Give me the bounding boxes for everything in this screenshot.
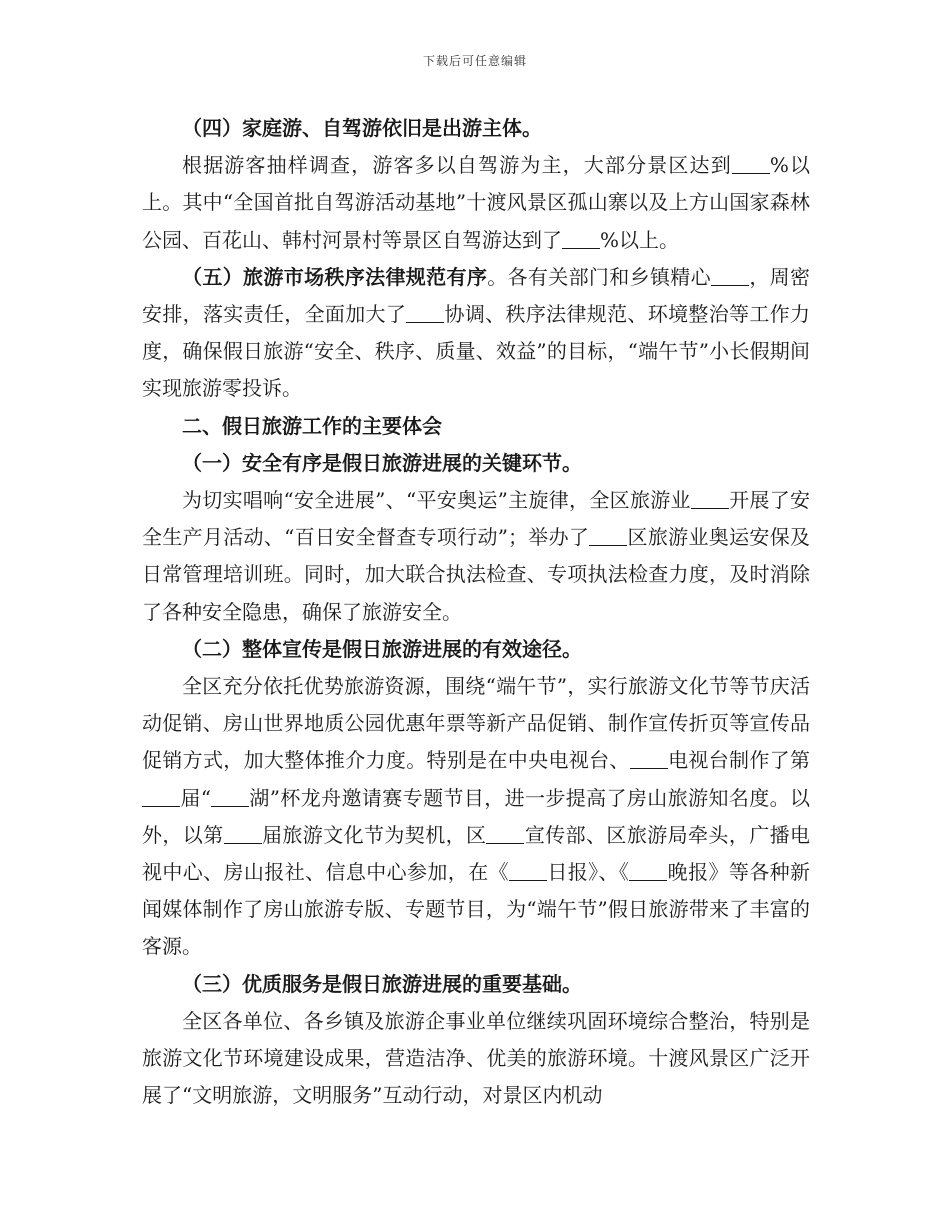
blank-field (630, 748, 668, 769)
text-run: ，周密安排，落实责任，全面加大了 (142, 264, 811, 327)
text-run: 为切实唱响“安全进展”、“平安奥运”主旋律，全区旅游业 (182, 488, 691, 513)
text-run: %以上。其中“全国首批自驾游活动基地”十渡风景区孤山寨以及上方山国家森林公园、百花山、韩村河景村等景区自驾游达到了 (142, 153, 810, 252)
paragraph-service: 全区各单位、各乡镇及旅游企事业单位继续巩固环境综合整治，特别是旅游文化节环境建设成果，营造洁净、优美的旅游环境。十渡风景区广泛开展了“文明旅游，文明服务”互动行动，对景区内机动 (142, 1008, 810, 1108)
text-run: 届旅游文化节为契机，区 (261, 822, 487, 847)
blank-field (711, 265, 749, 286)
text-run: 晚报》等各种新闻媒体制作了房山旅游专版、专题节目，为“端午节”假日旅游带来了丰富的客源。 (142, 860, 811, 959)
blank-field (224, 823, 262, 844)
text-run: 宣传部、区旅游局牵头，广播电视中心、房山报社、信息中心参加，在《 (142, 822, 811, 885)
text-run: 根据游客抽样调查，游客多以自驾游为主，大部分景区达到 (182, 153, 732, 178)
paragraph-publicity (142, 668, 810, 966)
text-run: 湖”杯龙舟邀请赛专题节目，进一步提高了房山旅游知名度。以外，以第 (142, 785, 810, 847)
text-run: 电视台制作了第 (667, 748, 811, 773)
heading-service: （三）优质服务是假日旅游进展的重要基础。 (182, 971, 582, 996)
paragraph-self-drive (142, 147, 810, 259)
blank-field (562, 228, 600, 249)
blank-field (589, 525, 627, 546)
blank-field (486, 823, 524, 844)
paragraph-lead: （五）旅游市场秩序法律规范有序 (182, 264, 488, 289)
paragraph-safety (142, 482, 810, 631)
blank-field (211, 786, 249, 807)
text-run: %以上。 (600, 227, 680, 252)
section-title-experience: 二、假日旅游工作的主要体会 (182, 413, 442, 438)
text-run: 全区充分依托优势旅游资源，围绕“端午节”，实行旅游文化节等节庆活动促销、房山世界地质公园优惠年票等新产品促销、制作宣传折页等宣传品促销方式，加大整体推介力度。特别是在中央电视台、 (142, 674, 810, 773)
heading-family-self-drive: （四）家庭游、自驾游依旧是出游主体。 (182, 116, 542, 140)
blank-field (629, 860, 667, 881)
heading-safety: （一）安全有序是假日旅游进展的关键环节。 (182, 450, 582, 475)
blank-field (406, 302, 444, 323)
paragraph-market-order (142, 259, 810, 408)
heading-publicity: （二）整体宣传是假日旅游进展的有效途径。 (182, 636, 582, 661)
blank-field (691, 488, 729, 509)
page-header: 下载后可任意编辑 (422, 54, 527, 68)
blank-field (732, 153, 770, 174)
text-run: 。各有关部门和乡镇精心 (487, 264, 711, 289)
blank-field (142, 786, 180, 807)
text-run: 开展了安全生产月活动、“百日安全督查专项行动”；举办了 (142, 488, 811, 550)
document-body (142, 110, 810, 1114)
blank-field (509, 860, 547, 881)
text-run: 协调、秩序法律规范、环境整治等工作力度，确保假日旅游“安全、秩序、质量、效益”的目标，“端午节”小长假期间实现旅游零投诉。 (142, 302, 811, 401)
text-run: 届“ (180, 785, 211, 810)
text-run: 日报》、《 (546, 860, 630, 885)
text-run: 区旅游业奥运安保及日常管理培训班。同时，加大联合执法检查、专项执法检查力度，及时消除了各种安全隐患，确保了旅游安全。 (142, 525, 811, 624)
